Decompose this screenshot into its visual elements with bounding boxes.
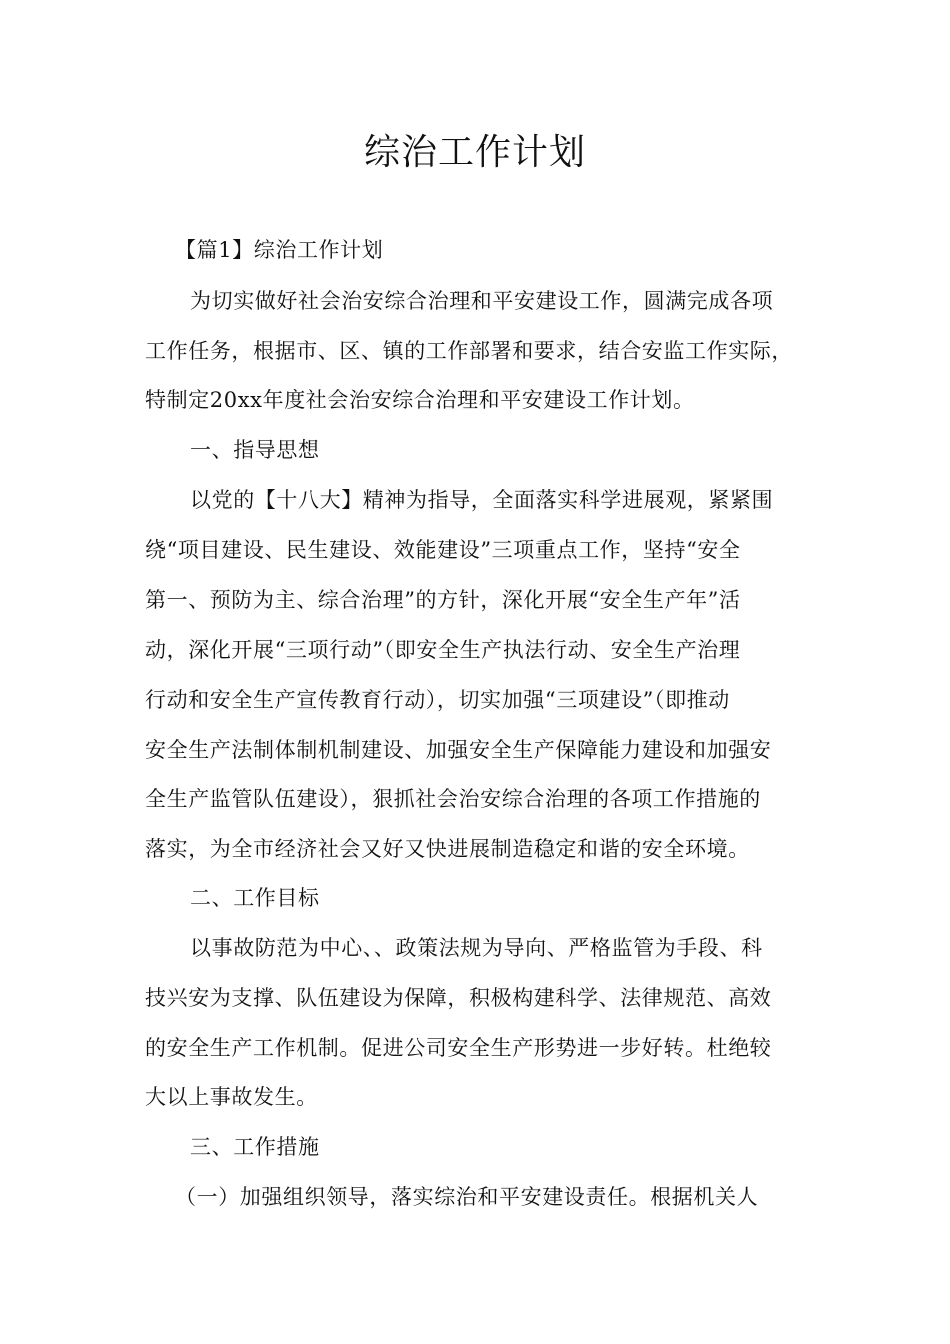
section-heading-work-measures: 三、工作措施 xyxy=(190,1135,320,1159)
section-heading-work-goals: 二、工作目标 xyxy=(190,886,320,910)
paragraph-line: 绕“项目建设、民生建设、效能建设”三项重点工作，坚持“安全 xyxy=(145,538,741,562)
paragraph-line: 第一、预防为主、综合治理”的方针，深化开展“安全生产年”活 xyxy=(145,588,741,612)
paragraph-line: 特制定20xx年度社会治安综合治理和平安建设工作计划。 xyxy=(145,388,695,412)
paragraph-line: 动，深化开展“三项行动”（即安全生产执法行动、安全生产治理 xyxy=(145,638,741,662)
paragraph-line: 为切实做好社会治安综合治理和平安建设工作，圆满完成各项 xyxy=(190,289,774,313)
paragraph-line: 落实，为全市经济社会又好又快进展制造稳定和谐的安全环境。 xyxy=(145,837,750,861)
paragraph-line: 安全生产法制体制机制建设、加强安全生产保障能力建设和加强安 xyxy=(145,738,772,762)
paragraph-line: 全生产监管队伍建设），狠抓社会治安综合治理的各项工作措施的 xyxy=(145,787,761,811)
paragraph-line: 行动和安全生产宣传教育行动），切实加强“三项建设”（即推动 xyxy=(145,688,730,712)
section-heading-guiding-ideology: 一、指导思想 xyxy=(190,438,320,462)
paragraph-line: 大以上事故发生。 xyxy=(145,1085,318,1109)
section-heading-article-1: 【篇1】综治工作计划 xyxy=(175,238,384,262)
document-title: 综治工作计划 xyxy=(363,132,586,173)
paragraph-line: 的安全生产工作机制。促进公司安全生产形势进一步好转。杜绝较 xyxy=(145,1036,772,1060)
paragraph-line: 技兴安为支撑、队伍建设为保障，积极构建科学、法律规范、高效 xyxy=(145,986,772,1010)
paragraph-line: 以事故防范为中心、、政策法规为导向、严格监管为手段、科 xyxy=(190,936,763,960)
paragraph-line: （一）加强组织领导，落实综治和平安建设责任。根据机关人 xyxy=(175,1185,759,1209)
paragraph-line: 以党的【十八大】精神为指导，全面落实科学进展观，紧紧围 xyxy=(190,488,774,512)
paragraph-line: 工作任务，根据市、区、镇的工作部署和要求，结合安监工作实际， xyxy=(145,339,793,363)
